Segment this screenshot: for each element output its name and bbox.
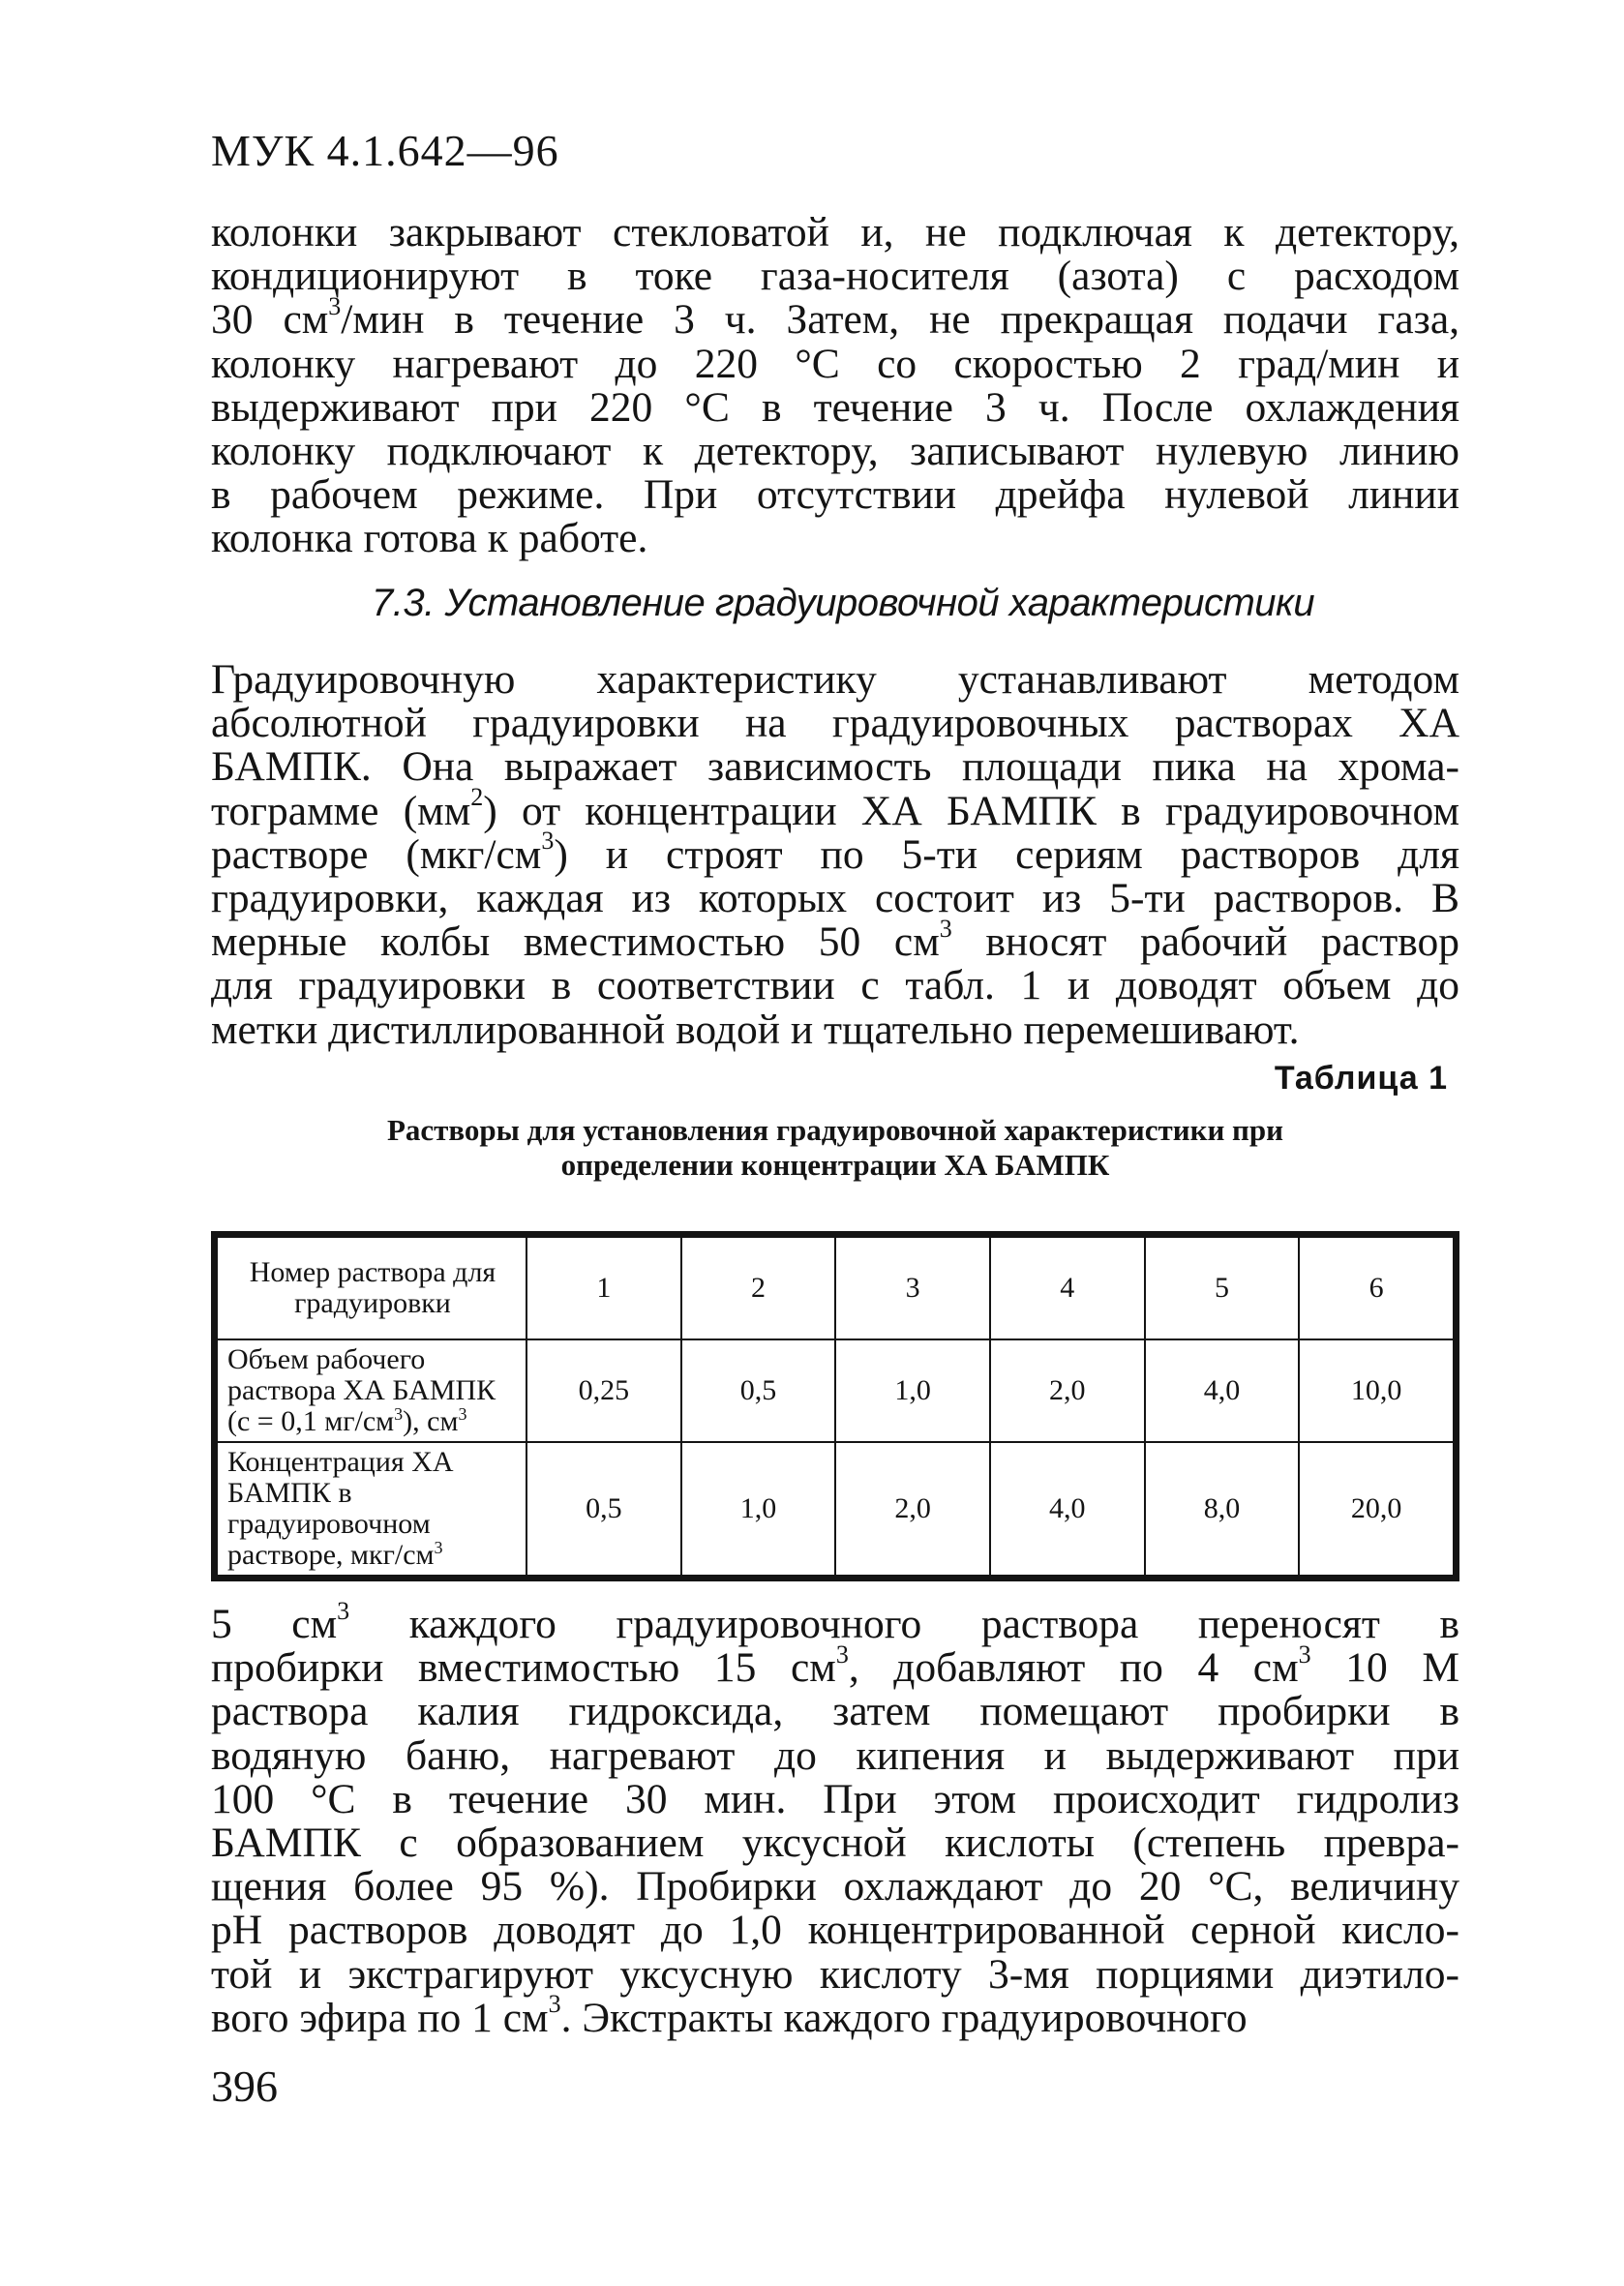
table-column-number: 4: [990, 1237, 1145, 1339]
table-number-label: Таблица 1: [1274, 1060, 1448, 1097]
table-cell: 1,0: [681, 1442, 836, 1576]
text-line: вого эфира по 1 $см^3$. Экстракты каждого градуировочного: [211, 1990, 1248, 2041]
page-number: 396: [211, 2061, 278, 2111]
paragraph-hydrolysis: [211, 1596, 1459, 2041]
table-cell: 4,0: [990, 1442, 1145, 1576]
table-row-label: Объем рабочего раствора ХА БАМПК (с = 0,1 $мг/см^3$), $см^3$: [217, 1339, 526, 1442]
text-line: тограмме $(мм^2)$ от концентрации ХА БАМПК в градуировочном: [211, 783, 1459, 834]
text-line: 30 $см^3$/мин в течение 3 ч. Затем, не прекращая подачи газа,: [211, 291, 1459, 344]
table-cell: 2,0: [835, 1442, 990, 1576]
paragraph-column-conditioning: [211, 211, 1459, 561]
text-line: БАМПК с образованием уксусной кислоты (степень превра-: [211, 1820, 1459, 1867]
table-cell: 8,0: [1145, 1442, 1300, 1576]
text-line: градуировки, каждая из которых состоит из 5-ти растворов. В: [211, 875, 1459, 922]
section-heading: 7.3. Установление градуировочной характеристики: [372, 582, 1315, 624]
table-cell: 20,0: [1299, 1442, 1454, 1576]
table-cell: 10,0: [1299, 1339, 1454, 1442]
text-line: абсолютной градуировки на градуировочных растворах ХА: [211, 700, 1459, 747]
table-row: [217, 1442, 1454, 1576]
text-line: метки дистиллированной водой и тщательно перемешивают.: [211, 1006, 1300, 1053]
text-line: щения более 95 %). Пробирки охлаждают до 20 °С, величину: [211, 1863, 1459, 1910]
table-column-number: 1: [526, 1237, 681, 1339]
text-line: той и экстрагируют уксусную кислоту 3-мя порциями диэтило-: [211, 1950, 1459, 1998]
table-header-row: [217, 1237, 1454, 1339]
table-cell: 0,25: [526, 1339, 681, 1442]
table-column-number: 2: [681, 1237, 836, 1339]
text-line: мерные колбы вместимостью 50 $см^3$ вносят рабочий раствор: [211, 914, 1459, 966]
text-line: в рабочем режиме. При отсутствии дрейфа нулевой линии: [211, 471, 1459, 519]
text-line: рН растворов доводят до 1,0 концентрированной серной кисло-: [211, 1907, 1459, 1954]
text-line: колонку подключают к детектору, записывают нулевую линию: [211, 428, 1459, 475]
table-cell: 2,0: [990, 1339, 1145, 1442]
table-caption-line: определении концентрации ХА БАМПК: [560, 1148, 1110, 1182]
text-line: пробирки вместимостью 15 $см^3$, добавляют по 4 $см^3$ 10 М: [211, 1639, 1459, 1692]
text-line: колонку нагревают до 220 °С со скоростью 2 град/мин и: [211, 340, 1459, 387]
paragraph-calibration: [211, 658, 1459, 1052]
text-line: 5 $см^3$ каждого градуировочного раствора переносят в: [211, 1596, 1459, 1647]
document-code: МУК 4.1.642—96: [211, 126, 559, 175]
table-cell: 1,0: [835, 1339, 990, 1442]
text-line: кондиционируют в токе газа-носителя (азота) с расходом: [211, 253, 1459, 300]
table-caption-line: Растворы для установления градуировочной характеристики при: [386, 1113, 1284, 1147]
text-line: 100 °С в течение 30 мин. При этом происходит гидролиз: [211, 1775, 1459, 1822]
table-cell: 0,5: [681, 1339, 836, 1442]
table-row-label: Концентрация ХА БАМПК в градуировочном растворе, мкг/$см^3$: [217, 1442, 526, 1576]
table-column-number: 5: [1145, 1237, 1300, 1339]
table-column-number: 3: [835, 1237, 990, 1339]
text-line: раствора калия гидроксида, затем помещают пробирки в: [211, 1688, 1459, 1735]
table-header-label: Номер раствора для градуировки: [217, 1237, 526, 1339]
table-caption: [211, 1113, 1459, 1183]
text-line: колонка готова к работе.: [211, 515, 648, 562]
table-cell: 0,5: [526, 1442, 681, 1576]
text-line: водяную баню, нагревают до кипения и выдерживают при: [211, 1731, 1459, 1779]
text-line: растворе $(мкг/см^3)$ и строят по 5-ти сериям растворов для: [211, 827, 1459, 878]
text-line: колонки закрывают стекловатой и, не подключая к детектору,: [211, 209, 1459, 256]
solutions-table: [211, 1231, 1459, 1581]
text-line: БАМПК. Она выражает зависимость площади пика на хрома-: [211, 743, 1459, 791]
table-cell: 4,0: [1145, 1339, 1300, 1442]
text-line: для градуировки в соответствии с табл. 1 и доводят объем до: [211, 962, 1459, 1009]
text-line: выдерживают при 220 °С в течение 3 ч. После охлаждения: [211, 383, 1459, 431]
table-column-number: 6: [1299, 1237, 1454, 1339]
text-line: Градуировочную характеристику устанавливают методом: [211, 656, 1459, 703]
table-row: [217, 1339, 1454, 1442]
